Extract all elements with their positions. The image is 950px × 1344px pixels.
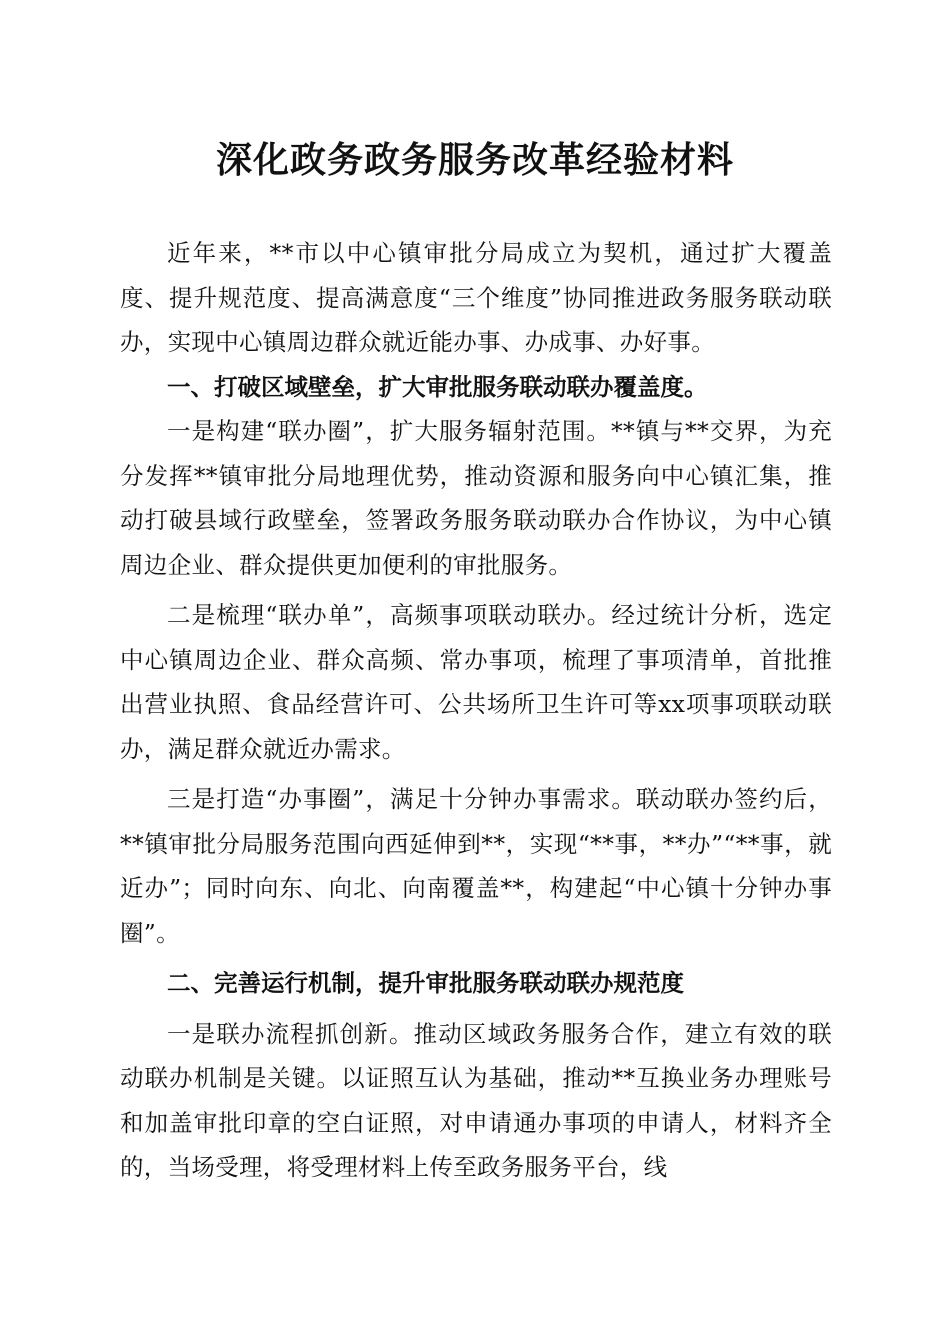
section-1-paragraph-2: 二是梳理“联办单”，高频事项联动联办。经过统计分析，选定中心镇周边企业、群众高频、常办事项，梳理了事项清单，首批推出营业执照、食品经营许可、公共场所卫生许可等xx项事项联动联办，满足群众就近办需求。: [120, 601, 832, 763]
section-1-paragraph-1: 一是构建“联办圈”，扩大服务辐射范围。**镇与**交界，为充分发挥**镇审批分局地理优势，推动资源和服务向中心镇汇集，推动打破县域行政壁垒，签署政务服务联动联办合作协议，为中心镇周边企业、群众提供更加便利的审批服务。: [120, 417, 832, 579]
section-heading-1: 一、打破区域壁垒，扩大审批服务联动联办覆盖度。: [167, 372, 708, 401]
section-2-paragraph-1: 一是联办流程抓创新。推动区域政务服务合作，建立有效的联动联办机制是关键。以证照互认为基础，推动**互换业务办理账号和加盖审批印章的空白证照，对申请通办事项的申请人，材料齐全的，当场受理，将受理材料上传至政务服务平台，线: [120, 1019, 832, 1181]
document-title: 深化政务政务服务改革经验材料: [215, 139, 734, 181]
intro-paragraph: 近年来，**市以中心镇审批分局成立为契机，通过扩大覆盖度、提升规范度、提高满意度“三个维度”协同推进政务服务联动联办，实现中心镇周边群众就近能办事、办成事、办好事。: [120, 239, 832, 356]
section-1-paragraph-3: 三是打造“办事圈”，满足十分钟办事需求。联动联办签约后，**镇审批分局服务范围向西延伸到**，实现“**事，**办”“**事，就近办”；同时向东、向北、向南覆盖**，构建起“中心镇十分钟办事圈”。: [120, 785, 832, 947]
document-body: [120, 231, 832, 1190]
section-heading-2: 二、完善运行机制，提升审批服务联动联办规范度: [167, 969, 684, 997]
